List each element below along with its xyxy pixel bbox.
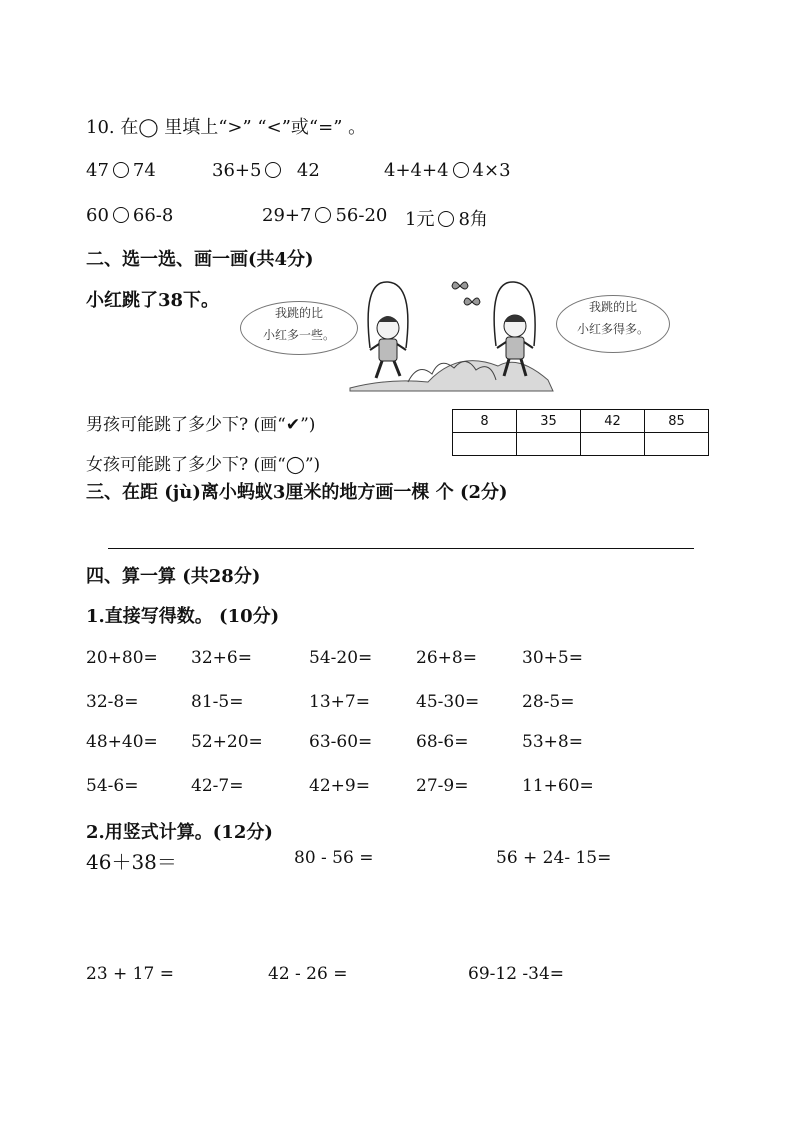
q10-item-6 bbox=[405, 205, 488, 231]
mental-math-item: 11+60= bbox=[522, 776, 594, 796]
boy-speech-bubble bbox=[240, 301, 358, 355]
mental-math-item: 53+8= bbox=[522, 732, 583, 752]
mental-math-item: 42-7= bbox=[191, 776, 244, 796]
q10-item-4 bbox=[86, 205, 173, 226]
section-4-heading: 四、算一算 (共28分) bbox=[86, 566, 261, 587]
mental-math-item: 52+20= bbox=[191, 732, 263, 752]
mental-math-item: 30+5= bbox=[522, 648, 583, 668]
mental-math-item: 63-60= bbox=[309, 732, 373, 752]
q10-item-1 bbox=[86, 160, 156, 181]
drawing-line[interactable] bbox=[108, 548, 694, 549]
section-4-sub2: 2.用竖式计算。(12分) bbox=[86, 822, 273, 843]
q10-title: 10. 在◯ 里填上“>” “<”或“=” 。 bbox=[86, 117, 367, 138]
compare-circle[interactable] bbox=[453, 162, 469, 178]
mark-cell[interactable] bbox=[453, 433, 517, 456]
mental-math-item: 81-5= bbox=[191, 692, 244, 712]
section-2-intro: 小红跳了38下。 bbox=[86, 290, 220, 311]
section-4-sub1: 1.直接写得数。 (10分) bbox=[86, 606, 280, 627]
q10-item-4-left: 60 bbox=[86, 205, 109, 226]
options-row bbox=[453, 410, 709, 433]
section-2-heading: 二、选一选、画一画(共4分) bbox=[86, 249, 314, 270]
marks-row bbox=[453, 433, 709, 456]
vertical-calc-item: 69-12 -34= bbox=[468, 964, 565, 984]
children-jumping-rope-picture bbox=[348, 270, 558, 395]
q10-item-1-left: 47 bbox=[86, 160, 109, 181]
option-cell: 85 bbox=[645, 410, 709, 433]
girl-question: 女孩可能跳了多少下? (画“◯”) bbox=[86, 455, 321, 475]
q10-item-2 bbox=[212, 160, 320, 181]
answer-options-table bbox=[452, 409, 709, 456]
mental-math-item: 26+8= bbox=[416, 648, 477, 668]
q10-item-3-left: 4+4+4 bbox=[384, 160, 449, 181]
mark-cell[interactable] bbox=[517, 433, 581, 456]
mental-math-item: 32+6= bbox=[191, 648, 252, 668]
mental-math-item: 27-9= bbox=[416, 776, 469, 796]
mental-math-item: 45-30= bbox=[416, 692, 480, 712]
vertical-calc-item: 56 + 24- 15= bbox=[496, 848, 612, 868]
q10-item-1-right: 74 bbox=[132, 160, 156, 181]
mark-cell[interactable] bbox=[645, 433, 709, 456]
mental-math-item: 13+7= bbox=[309, 692, 370, 712]
q10-item-6-right: 8角 bbox=[458, 209, 488, 230]
q10-item-5-right: 56-20 bbox=[335, 205, 388, 226]
boy-bubble-line-1: 我跳的比 bbox=[274, 306, 323, 320]
mental-math-item: 32-8= bbox=[86, 692, 139, 712]
q10-item-3-right: 4×3 bbox=[472, 160, 511, 181]
compare-circle[interactable] bbox=[113, 162, 129, 178]
q10-item-3 bbox=[384, 160, 511, 181]
mental-math-item: 54-6= bbox=[86, 776, 139, 796]
compare-circle[interactable] bbox=[438, 211, 454, 227]
girl-speech-bubble bbox=[556, 295, 670, 353]
option-cell: 35 bbox=[517, 410, 581, 433]
vertical-calc-item: 42 - 26 = bbox=[268, 964, 348, 984]
vertical-calc-item: 46＋38＝ bbox=[86, 850, 177, 874]
mark-cell[interactable] bbox=[581, 433, 645, 456]
q10-item-2-left: 36+5 bbox=[212, 160, 262, 181]
mental-math-item: 54-20= bbox=[309, 648, 373, 668]
mental-math-item: 28-5= bbox=[522, 692, 575, 712]
compare-circle[interactable] bbox=[113, 207, 129, 223]
boy-bubble-line-2: 小红多一些。 bbox=[262, 328, 335, 342]
boy-question: 男孩可能跳了多少下? (画“✔”) bbox=[86, 415, 316, 435]
compare-circle[interactable] bbox=[265, 162, 281, 178]
q10-item-4-right: 66-8 bbox=[132, 205, 174, 226]
mental-math-item: 20+80= bbox=[86, 648, 158, 668]
q10-item-2-right: 42 bbox=[296, 160, 320, 181]
mental-math-item: 42+9= bbox=[309, 776, 370, 796]
mental-math-item: 48+40= bbox=[86, 732, 158, 752]
option-cell: 8 bbox=[453, 410, 517, 433]
mental-math-item: 68-6= bbox=[416, 732, 469, 752]
vertical-calc-item: 80 - 56 = bbox=[294, 848, 374, 868]
q10-item-5 bbox=[262, 205, 387, 226]
compare-circle[interactable] bbox=[315, 207, 331, 223]
vertical-calc-item: 23 + 17 = bbox=[86, 964, 174, 984]
q10-item-6-left: 1元 bbox=[405, 209, 435, 230]
section-3-heading: 三、在距 (jù)离小蚂蚁3厘米的地方画一棵 个 (2分) bbox=[86, 482, 508, 503]
girl-bubble-line-2: 小红多得多。 bbox=[576, 322, 649, 336]
q10-item-5-left: 29+7 bbox=[262, 205, 312, 226]
jump-rope-illustration bbox=[240, 270, 670, 395]
option-cell: 42 bbox=[581, 410, 645, 433]
girl-bubble-line-1: 我跳的比 bbox=[588, 300, 637, 314]
